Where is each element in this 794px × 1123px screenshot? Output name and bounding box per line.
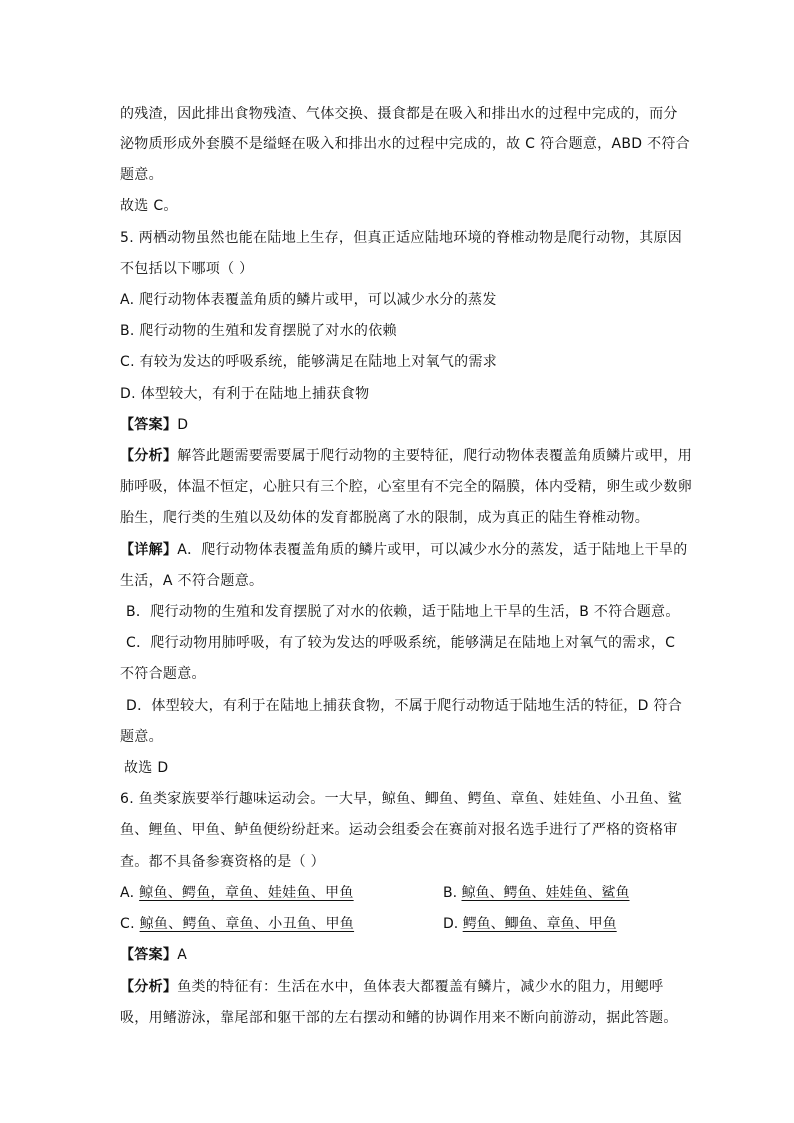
text-line: 的残渣，因此排出食物残渣、气体交换、摄食都是在吸入和排出水的过程中完成的，而分: [120, 106, 678, 122]
option-key: C.: [120, 916, 140, 932]
option-b: B. 爬行动物的生殖和发育摆脱了对水的依赖: [120, 323, 397, 339]
analysis-text: 鱼类的特征有：生活在水中，鱼体表大都覆盖有鳞片，减少水的阻力，用鳃呼: [177, 979, 664, 995]
option-text: 鳄鱼、鲫鱼、章鱼、甲鱼: [462, 916, 617, 932]
option-key: B.: [443, 885, 462, 901]
text-line: 肺呼吸，体温不恒定，心脏只有三个腔，心室里有不完全的隔膜，体内受精，卵生或少数卵: [120, 479, 692, 495]
option-key: D.: [443, 916, 463, 932]
option-a: A. 爬行动物体表覆盖角质的鳞片或甲，可以减少水分的蒸发: [120, 292, 497, 308]
detail-text: A．爬行动物体表覆盖角质的鳞片或甲，可以减少水分的蒸发，适于陆地上干旱的: [177, 542, 688, 558]
text-line: 生活，A 不符合题意。: [120, 573, 264, 589]
text-line: 胎生，爬行类的生殖以及幼体的发育都脱离了水的限制，成为真正的陆生脊椎动物。: [120, 510, 650, 526]
analysis-tag: 【分析】: [120, 979, 178, 995]
text-line: C．爬行动物用肺呼吸，有了较为发达的呼吸系统，能够满足在陆地上对氧气的需求，C: [126, 635, 676, 651]
text-line: 吸，用鳍游泳，靠尾部和躯干部的左右摆动和鳍的协调作用来不断向前游动，据此答题。: [120, 1010, 678, 1026]
option-text: 鲸鱼、鳄鱼、娃娃鱼、鲨鱼: [461, 885, 630, 901]
option-text: 鲸鱼、鳄鱼，章鱼、娃娃鱼、甲鱼: [139, 885, 354, 901]
option-b: [443, 883, 630, 903]
answer-line: [120, 945, 680, 965]
text-line: 题意。: [120, 167, 163, 183]
option-a: [120, 883, 354, 903]
answer-value: D: [177, 417, 189, 433]
option-d: D. 体型较大，有利于在陆地上捕获食物: [120, 386, 370, 402]
question-6-stem: 6. 鱼类家族要举行趣味运动会。一大早，鲸鱼、鲫鱼、鳄鱼、章鱼、娃娃鱼、小丑鱼、鲨: [120, 791, 683, 807]
text-line: 故选 C。: [120, 198, 178, 214]
analysis-line: [120, 446, 693, 466]
option-key: A.: [120, 885, 140, 901]
question-5-stem: 5. 两栖动物虽然也能在陆地上生存，但真正适应陆地环境的脊椎动物是爬行动物，其原因: [120, 230, 683, 246]
analysis-tag: 【分析】: [120, 448, 178, 464]
analysis-line: [120, 977, 680, 997]
option-c: C. 有较为发达的呼吸系统，能够满足在陆地上对氧气的需求: [120, 354, 498, 370]
question-5-stem: 不包括以下哪项（ ）: [120, 261, 254, 277]
text-line: 故选 D: [124, 760, 169, 776]
answer-tag: 【答案】: [120, 417, 178, 433]
text-line: 题意。: [120, 729, 163, 745]
detail-tag: 【详解】: [120, 542, 178, 558]
option-text: 鲸鱼、鳄鱼、章鱼、小丑鱼、甲鱼: [139, 916, 355, 932]
text-line: B．爬行动物的生殖和发育摆脱了对水的依赖，适于陆地上干旱的生活，B 不符合题意。: [126, 604, 680, 620]
question-6-stem: 查。都不具备参赛资格的是（ ）: [120, 854, 325, 870]
answer-value: A: [177, 947, 188, 963]
option-d: [443, 914, 617, 934]
option-c: [120, 914, 354, 934]
question-6-stem: 鱼、鲤鱼、甲鱼、鲈鱼便纷纷赶来。运动会组委会在赛前对报名选手进行了严格的资格审: [120, 822, 678, 838]
analysis-text: 解答此题需要需要属于爬行动物的主要特征，爬行动物体表覆盖角质鳞片或甲，用: [177, 448, 693, 464]
answer-line: [120, 415, 680, 435]
detail-line: [120, 540, 688, 560]
text-line: D．体型较大，有利于在陆地上捕获食物，不属于爬行动物适于陆地生活的特征，D 符合: [126, 698, 683, 714]
text-line: 不符合题意。: [120, 666, 206, 682]
text-line: 泌物质形成外套膜不是缢蛏在吸入和排出水的过程中完成的，故 C 符合题意，ABD 不符合: [120, 136, 690, 152]
answer-tag: 【答案】: [120, 947, 178, 963]
